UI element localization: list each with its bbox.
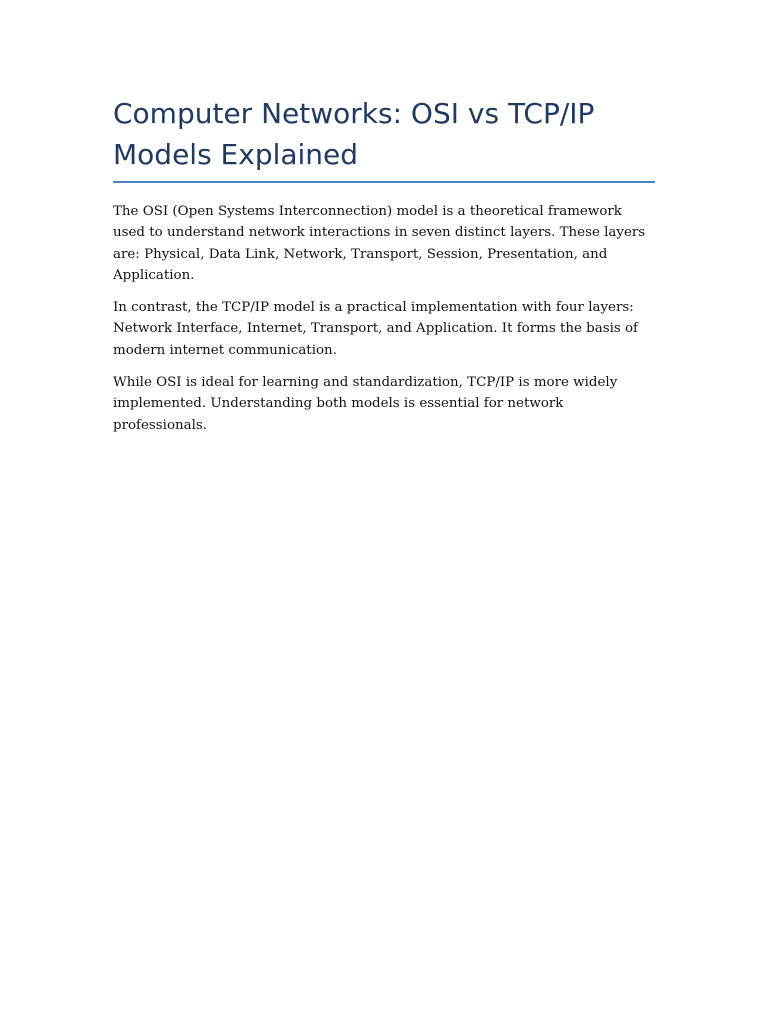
document-title: Computer Networks: OSI vs TCP/IP Models Explained xyxy=(113,93,655,183)
document-body xyxy=(113,201,655,436)
paragraph-osi: The OSI (Open Systems Interconnection) model is a theoretical framework used to understand network interactions in seven distinct layers. These layers are: Physical, Data Link, Network, Transport, Session, Presentation, and Application. xyxy=(113,204,646,283)
document-content xyxy=(113,93,655,447)
paragraph-tcpip: In contrast, the TCP/IP model is a practical implementation with four layers: Network Interface, Internet, Transport, and Application. It forms the basis of modern internet communication. xyxy=(113,300,638,358)
paragraph-comparison: While OSI is ideal for learning and standardization, TCP/IP is more widely implemented. Understanding both models is essential for network professionals. xyxy=(113,375,618,433)
